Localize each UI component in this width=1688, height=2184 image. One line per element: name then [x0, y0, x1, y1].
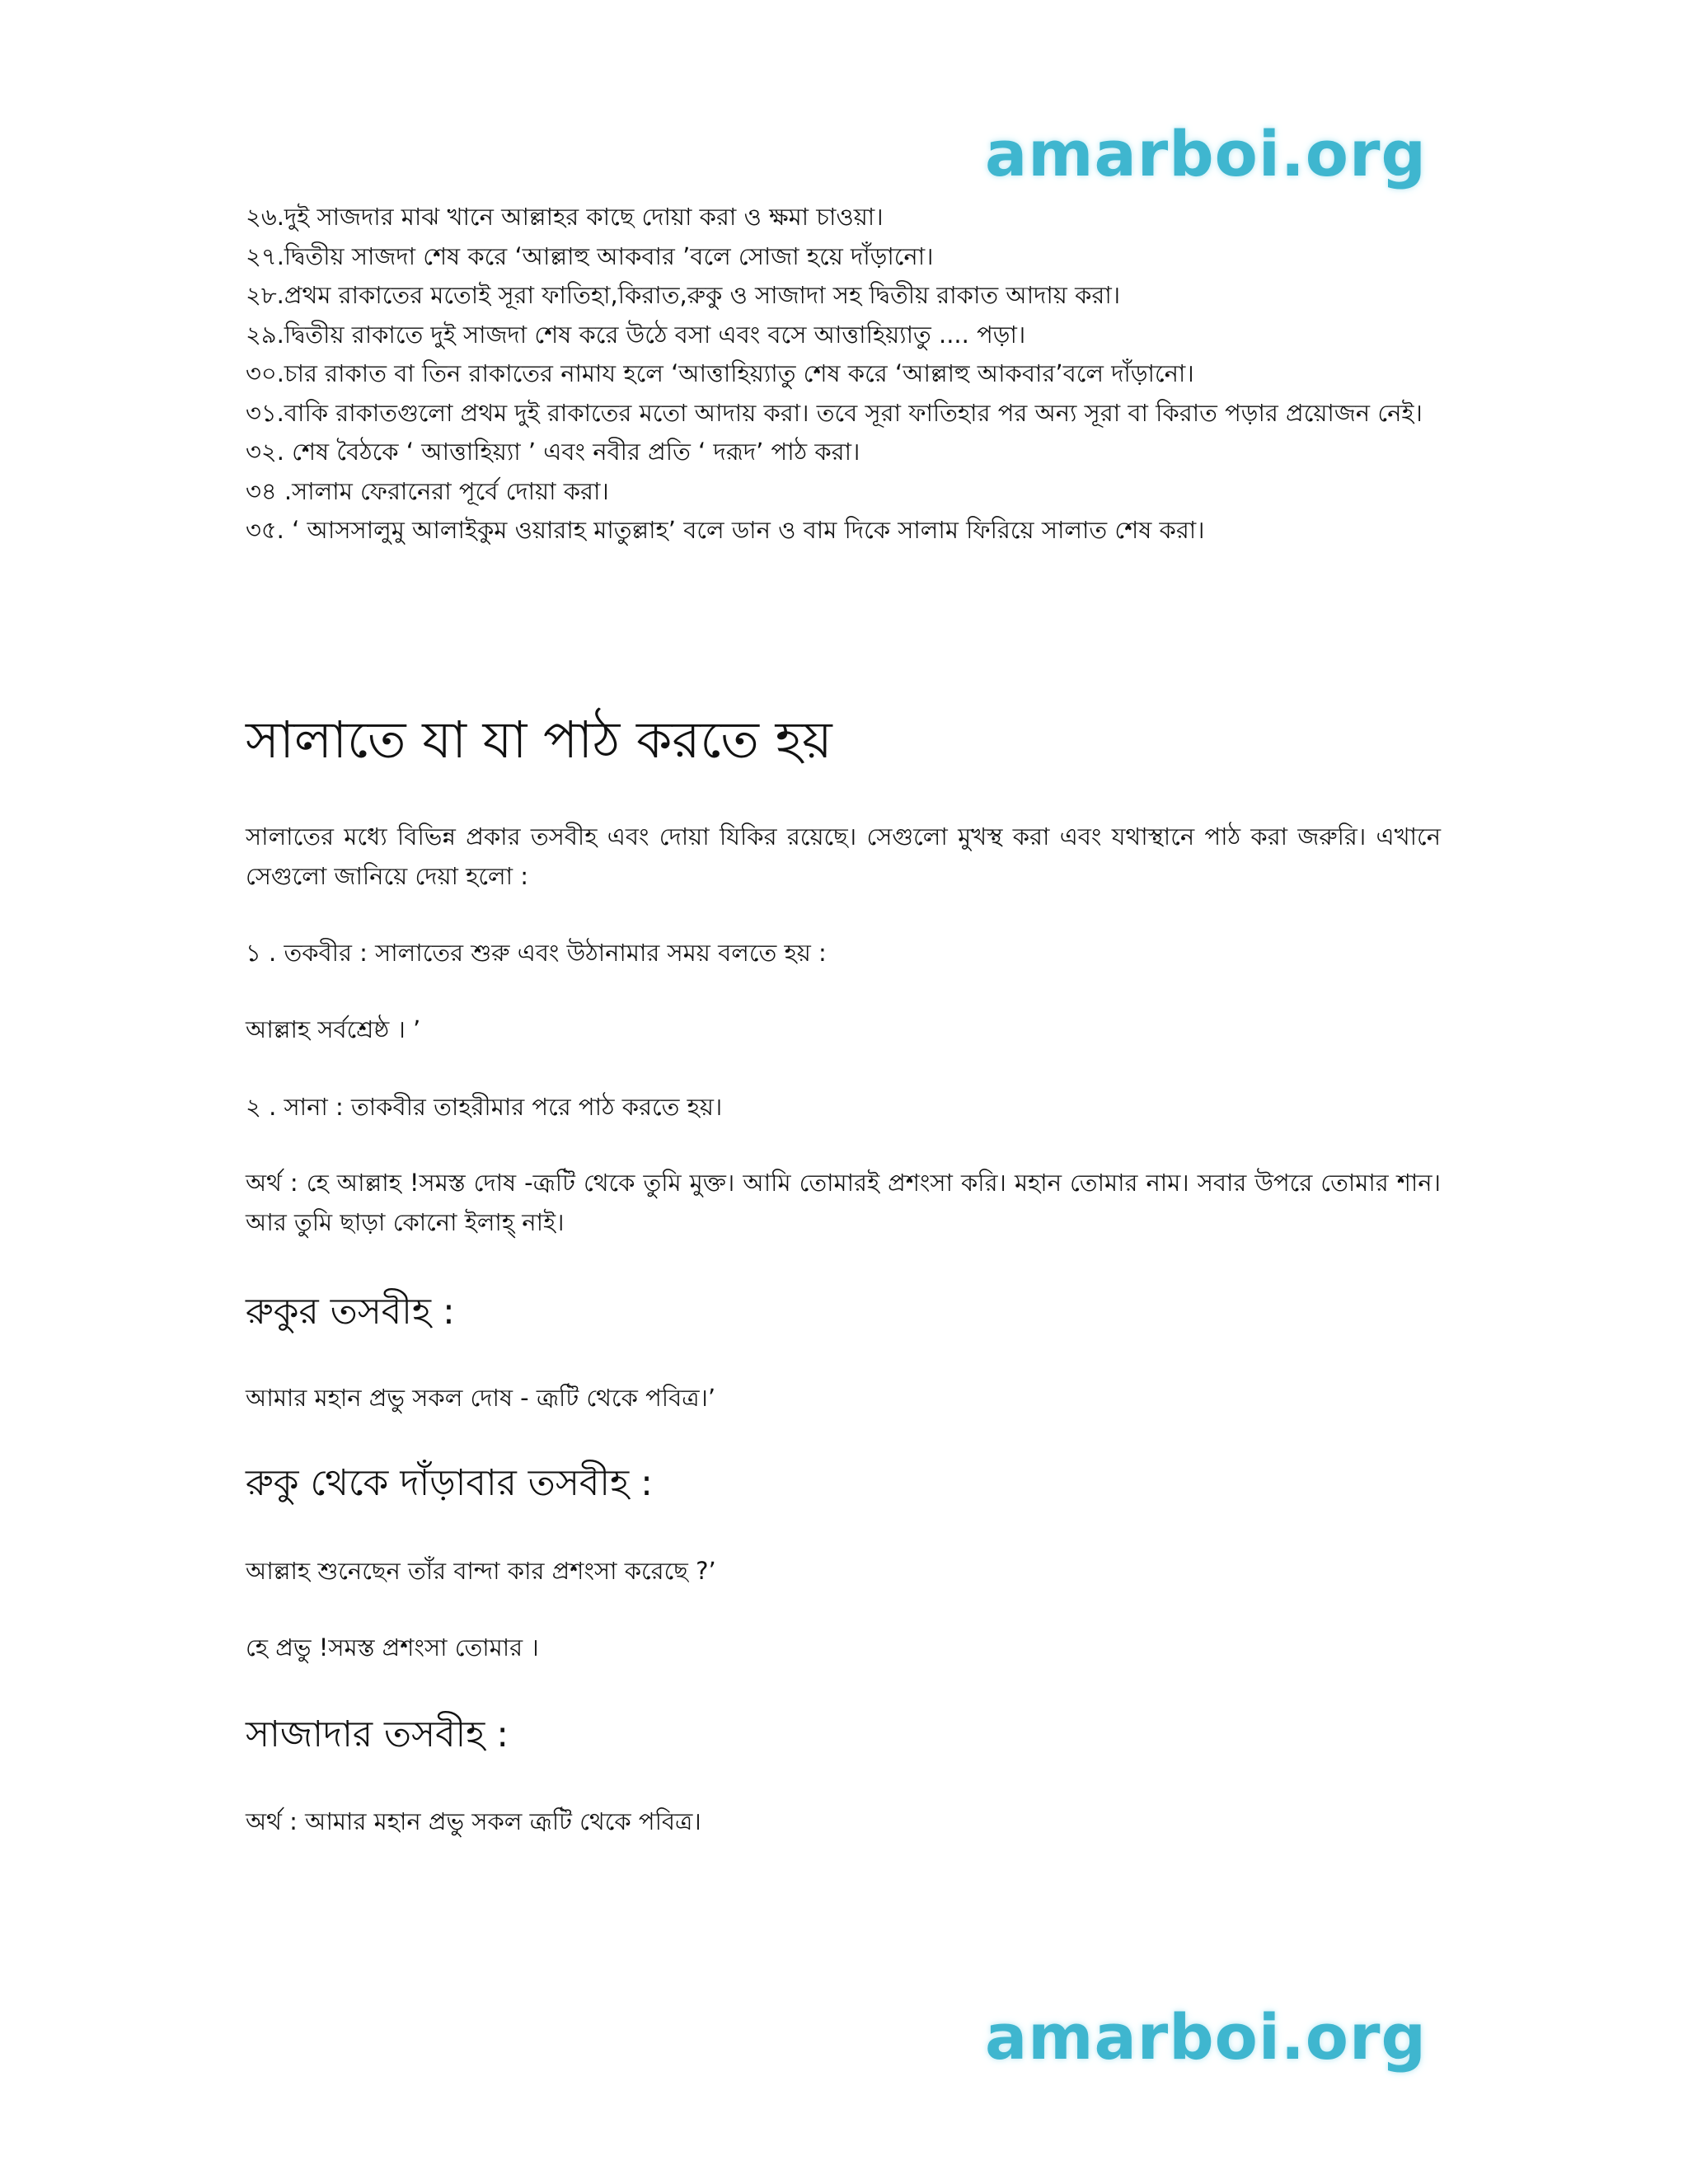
- steps-list: [246, 198, 1441, 551]
- list-item: ৩১.বাকি রাকাতগুলো প্রথম দুই রাকাতের মতো আদায় করা। তবে সূরা ফাতিহার পর অন্য সূরা বা কিরাত পড়ার প্রয়োজন নেই।: [246, 398, 1423, 427]
- sana-meaning: অর্থ : হে আল্লাহ !সমস্ত দোষ -ত্রূটি থেকে তুমি মুক্ত। আমি তোমারই প্রশংসা করি। মহান তোমার নাম। সবার উপরে তোমার শান। আর তুমি ছাড়া কোনো ইলাহ্ নাই।: [246, 1169, 1441, 1236]
- ruku-meaning: আমার মহান প্রভু সকল দোষ - ত্রূটি থেকে পবিত্র।’: [246, 1384, 716, 1412]
- sajda-meaning: অর্থ : আমার মহান প্রভু সকল ত্রূটি থেকে পবিত্র।: [246, 1807, 701, 1835]
- watermark-logo-top: amarboi.org: [985, 117, 1427, 190]
- section-title: সালাতে যা যা পাঠ করতে হয়: [246, 710, 832, 770]
- rising-line-1: আল্লাহ শুনেছেন তাঁর বান্দা কার প্রশংসা করেছে ?’: [246, 1557, 716, 1585]
- watermark-logo-bottom: amarboi.org: [985, 2000, 1427, 2074]
- ruku-heading: রুকুর তসবীহ :: [246, 1291, 455, 1333]
- rising-line-2: হে প্রভু !সমস্ত প্রশংসা তোমার ।: [246, 1633, 539, 1661]
- rising-heading: রুকু থেকে দাঁড়াবার তসবীহ :: [246, 1462, 653, 1504]
- list-item: ২৬.দুই সাজদার মাঝ খানে আল্লাহর কাছে দোয়া করা ও ক্ষমা চাওয়া।: [246, 203, 884, 231]
- takbir-heading: ১ . তকবীর : সালাতের শুরু এবং উঠানামার সময় বলতে হয় :: [246, 939, 827, 967]
- sana-heading: ২ . সানা : তাকবীর তাহরীমার পরে পাঠ করতে হয়।: [246, 1093, 723, 1121]
- list-item: ৩৪ .সালাম ফেরানেরা পূর্বে দোয়া করা।: [246, 476, 609, 505]
- takbir-meaning: আল্লাহ সর্বশ্রেষ্ঠ । ’: [246, 1015, 421, 1043]
- sajda-heading: সাজাদার তসবীহ :: [246, 1713, 509, 1755]
- list-item: ২৮.প্রথম রাকাতের মতোই সূরা ফাতিহা,কিরাত,রুকু ও সাজাদা সহ দ্বিতীয় রাকাত আদায় করা।: [246, 281, 1121, 309]
- intro-paragraph: সালাতের মধ্যে বিভিন্ন প্রকার তসবীহ এবং দোয়া যিকির রয়েছে। সেগুলো মুখস্থ করা এবং যথাস্থানে পাঠ করা জরুরি। এখানে সেগুলো জানিয়ে দেয়া হলো :: [246, 823, 1441, 890]
- list-item: ৩২. শেষ বৈঠকে ‘ আত্তাহিয়্যা ’ এবং নবীর প্রতি ‘ দরূদ’ পাঠ করা।: [246, 438, 860, 466]
- list-item: ২৯.দ্বিতীয় রাকাতে দুই সাজদা শেষ করে উঠে বসা এবং বসে আত্তাহিয়্যাতু .... পড়া।: [246, 320, 1026, 349]
- list-item: ৩৫. ‘ আসসালুমু আলাইকুম ওয়ারাহ মাতুল্লাহ’ বলে ডান ও বাম দিকে সালাম ফিরিয়ে সালাত শেষ করা।: [246, 516, 1205, 544]
- list-item: ৩০.চার রাকাত বা তিন রাকাতের নামায হলে ‘আত্তাহিয়্যাতু শেষ করে ‘আল্লাহু আকবার’বলে দাঁড়ানো।: [246, 359, 1194, 387]
- list-item: ২৭.দ্বিতীয় সাজদা শেষ করে ‘আল্লাহু আকবার ’বলে সোজা হয়ে দাঁড়ানো।: [246, 241, 934, 270]
